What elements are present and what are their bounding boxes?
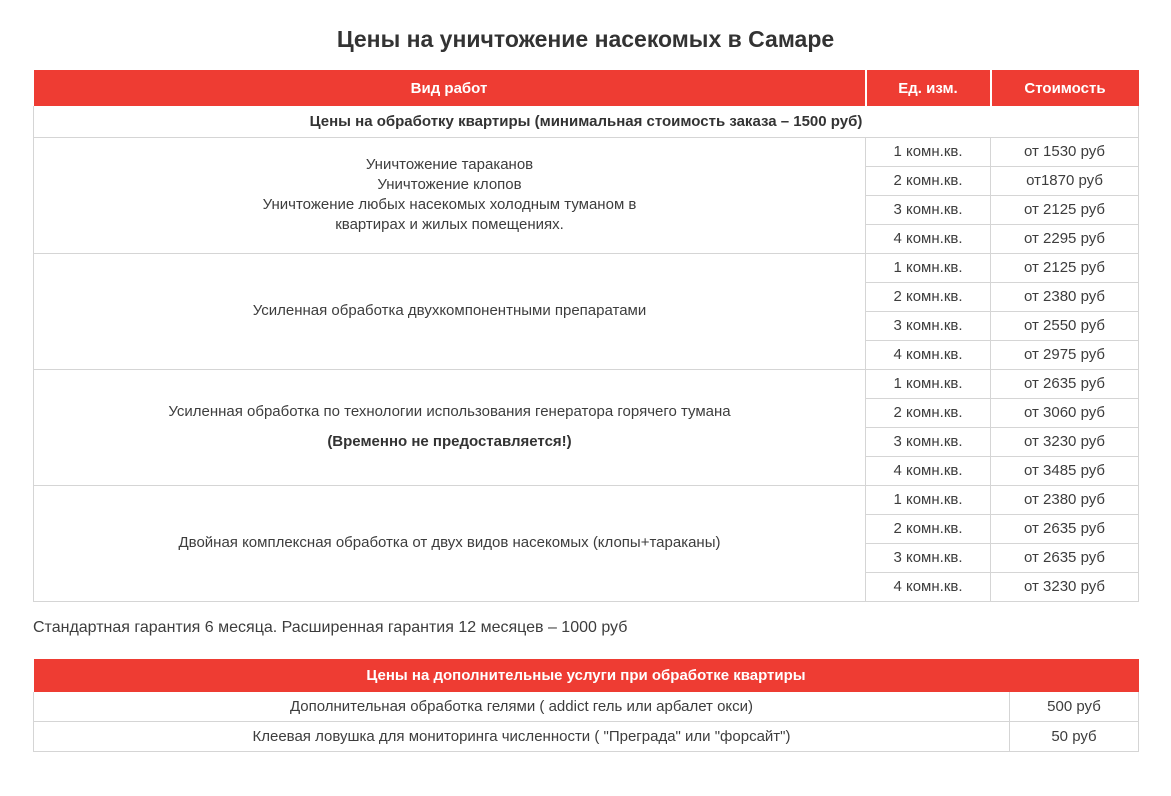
apartment-prices-subheader: Цены на обработку квартиры (минимальная стоимость заказа – 1500 руб) bbox=[34, 106, 1139, 137]
price-cell: от 2125 руб bbox=[991, 195, 1139, 224]
page-title: Цены на уничтожение насекомых в Самаре bbox=[336, 26, 835, 52]
extra-service-name: Клеевая ловушка для мониторинга численности ( "Преграда" или "форсайт") bbox=[34, 722, 1010, 752]
main-table-body bbox=[34, 106, 1139, 601]
extra-table-body bbox=[34, 692, 1139, 752]
price-cell: от 1530 руб bbox=[991, 137, 1139, 166]
service-description-cell bbox=[34, 369, 866, 485]
unit-cell: 2 комн.кв. bbox=[866, 282, 991, 311]
extra-service-price: 500 руб bbox=[1010, 692, 1139, 722]
unit-cell: 2 комн.кв. bbox=[866, 166, 991, 195]
price-cell: от 2380 руб bbox=[991, 282, 1139, 311]
unit-cell: 1 комн.кв. bbox=[866, 369, 991, 398]
service-line: Усиленная обработка двухкомпонентными препаратами bbox=[252, 302, 647, 319]
col-header-price: Стоимость bbox=[991, 70, 1139, 106]
service-description-cell bbox=[34, 137, 866, 253]
unit-cell: 3 комн.кв. bbox=[866, 195, 991, 224]
price-cell: от 2635 руб bbox=[991, 543, 1139, 572]
main-price-table bbox=[33, 70, 1139, 602]
extra-services-table bbox=[33, 659, 1139, 753]
unit-cell: 3 комн.кв. bbox=[866, 543, 991, 572]
service-line: квартирах и жилых помещениях. bbox=[335, 216, 564, 233]
price-cell: от 3230 руб bbox=[991, 427, 1139, 456]
unit-cell: 3 комн.кв. bbox=[866, 427, 991, 456]
extra-service-row bbox=[34, 722, 1139, 752]
unit-cell: 4 комн.кв. bbox=[866, 224, 991, 253]
extra-service-price: 50 руб bbox=[1010, 722, 1139, 752]
price-row bbox=[34, 485, 1139, 514]
subheader-row bbox=[34, 106, 1139, 137]
price-cell: от 2635 руб bbox=[991, 369, 1139, 398]
price-cell: от 2550 руб bbox=[991, 311, 1139, 340]
unit-cell: 1 комн.кв. bbox=[866, 137, 991, 166]
main-header-row bbox=[34, 70, 1139, 106]
service-unavailable-note: (Временно не предоставляется!) bbox=[327, 433, 572, 450]
extra-header-row bbox=[34, 659, 1139, 692]
extra-services-title: Цены на дополнительные услуги при обработке квартиры bbox=[34, 659, 1139, 692]
main-table-header bbox=[34, 70, 1139, 106]
col-header-work-type: Вид работ bbox=[34, 70, 866, 106]
unit-cell: 2 комн.кв. bbox=[866, 398, 991, 427]
price-row bbox=[34, 253, 1139, 282]
price-cell: от 2295 руб bbox=[991, 224, 1139, 253]
unit-cell: 4 комн.кв. bbox=[866, 572, 991, 601]
price-row bbox=[34, 369, 1139, 398]
extra-service-row bbox=[34, 692, 1139, 722]
warranty-note: Стандартная гарантия 6 месяца. Расширенная гарантия 12 месяцев – 1000 руб bbox=[33, 618, 628, 636]
price-cell: от 3060 руб bbox=[991, 398, 1139, 427]
unit-cell: 1 комн.кв. bbox=[866, 485, 991, 514]
price-cell: от 2380 руб bbox=[991, 485, 1139, 514]
unit-cell: 4 комн.кв. bbox=[866, 456, 991, 485]
price-cell: от 2635 руб bbox=[991, 514, 1139, 543]
col-header-unit: Ед. изм. bbox=[866, 70, 991, 106]
extra-table-header bbox=[34, 659, 1139, 692]
price-cell: от 3230 руб bbox=[991, 572, 1139, 601]
service-line: Уничтожение любых насекомых холодным туманом в bbox=[262, 196, 637, 213]
price-row bbox=[34, 137, 1139, 166]
service-line: Уничтожение клопов bbox=[377, 176, 522, 193]
extra-service-name: Дополнительная обработка гелями ( addict гель или арбалет окси) bbox=[34, 692, 1010, 722]
service-line: Двойная комплексная обработка от двух видов насекомых (клопы+тараканы) bbox=[178, 534, 721, 551]
price-cell: от1870 руб bbox=[991, 166, 1139, 195]
price-cell: от 2125 руб bbox=[991, 253, 1139, 282]
price-cell: от 3485 руб bbox=[991, 456, 1139, 485]
service-line: Усиленная обработка по технологии использования генератора горячего тумана bbox=[168, 403, 731, 420]
price-cell: от 2975 руб bbox=[991, 340, 1139, 369]
unit-cell: 4 комн.кв. bbox=[866, 340, 991, 369]
service-description-cell bbox=[34, 485, 866, 601]
unit-cell: 3 комн.кв. bbox=[866, 311, 991, 340]
service-description-cell bbox=[34, 253, 866, 369]
unit-cell: 1 комн.кв. bbox=[866, 253, 991, 282]
service-line: Уничтожение тараканов bbox=[365, 156, 534, 173]
unit-cell: 2 комн.кв. bbox=[866, 514, 991, 543]
